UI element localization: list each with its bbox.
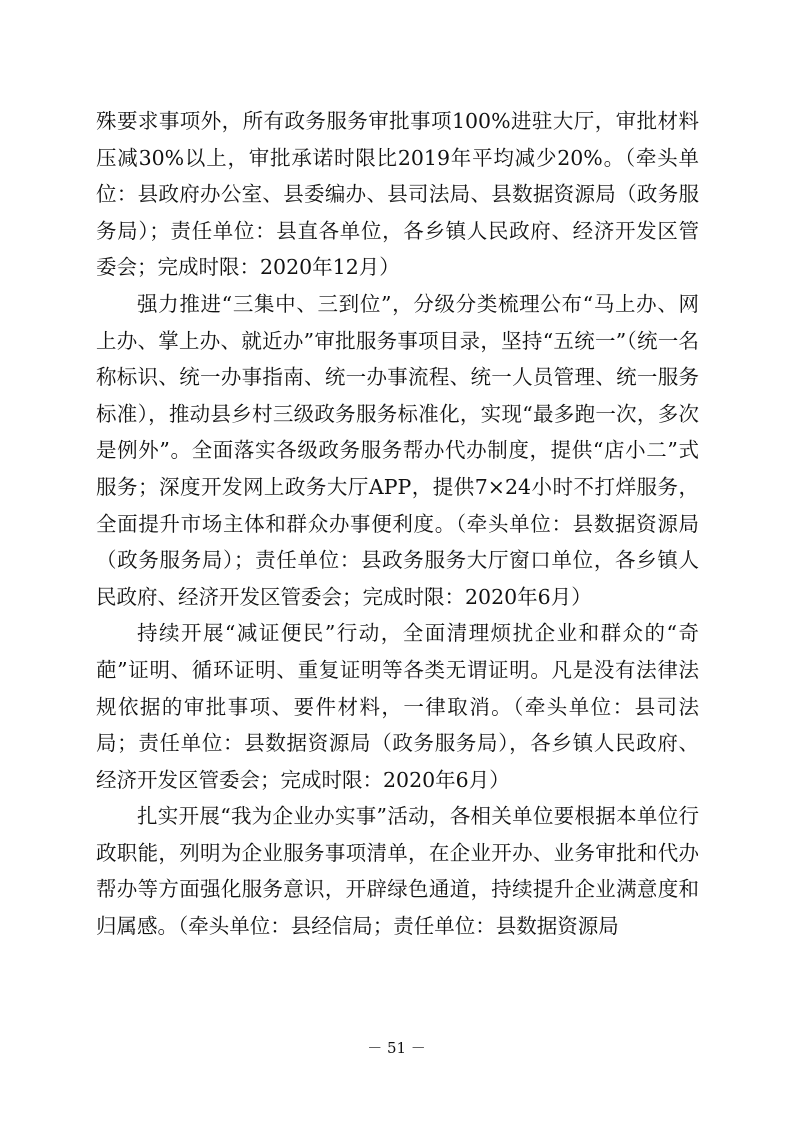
body-text (96, 103, 699, 945)
paragraph: 持续开展“减证便民”行动，全面清理烦扰企业和群众的“奇葩”证明、循环证明、重复证明等各类无谓证明。凡是没有法律法规依据的审批事项、要件材料，一律取消。（牵头单位：县司法局；责任单位：县数据资源局（政务服务局），各乡镇人民政府、经济开发区管委会；完成时限：2020年6月） (96, 621, 699, 792)
page-number: － 51 － (367, 1039, 426, 1057)
paragraph: 扎实开展“我为企业办实事”活动，各相关单位要根据本单位行政职能，列明为企业服务事项清单，在企业开办、业务审批和代办帮办等方面强化服务意识，开辟绿色通道，持续提升企业满意度和归属感。（牵头单位：县经信局；责任单位：县数据资源局 (96, 804, 699, 939)
paragraph-continued: 殊要求事项外，所有政务服务审批事项100%进驻大厅，审批材料压减30%以上，审批承诺时限比2019年平均减少20%。（牵头单位：县政府办公室、县委编办、县司法局、县数据资源局（政务服务局）；责任单位：县直各单位，各乡镇人民政府、经济开发区管委会；完成时限：2020年12月） (96, 109, 699, 280)
paragraph: 强力推进“三集中、三到位”，分级分类梳理公布“马上办、网上办、掌上办、就近办”审批服务事项目录，坚持“五统一”（统一名称标识、统一办事指南、统一办事流程、统一人员管理、统一服务标准），推动县乡村三级政务服务标准化，实现“最多跑一次，多次是例外”。全面落实各级政务服务帮办代办制度，提供“店小二”式服务；深度开发网上政务大厅APP，提供7×24小时不打烊服务，全面提升市场主体和群众办事便利度。（牵头单位：县数据资源局（政务服务局）；责任单位：县政务服务大厅窗口单位，各乡镇人民政府、经济开发区管委会；完成时限：2020年6月） (96, 291, 699, 609)
